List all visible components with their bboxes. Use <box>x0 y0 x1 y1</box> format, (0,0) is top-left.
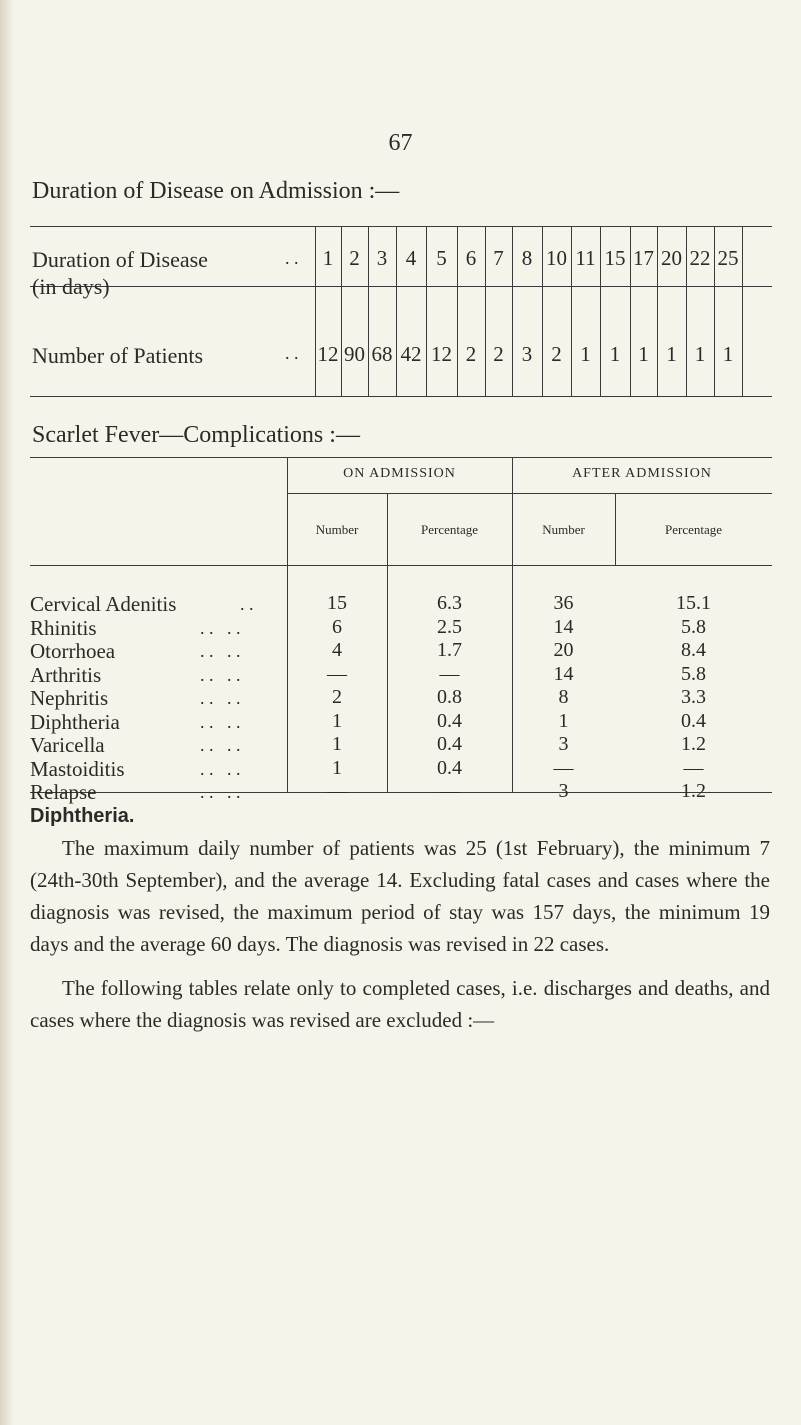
complication-on-num-cell: — <box>327 780 347 802</box>
on-admission-header: ON ADMISSION <box>343 466 456 481</box>
complication-on-num-cell: 6 <box>332 615 342 638</box>
patient-count-cell: 12 <box>317 342 339 366</box>
complication-on-pct-cell: 0.4 <box>437 709 462 732</box>
duration-label-line1: Duration of Disease <box>32 247 208 272</box>
duration-day-cell: 1 <box>322 246 334 270</box>
complication-on-pct-cell: 1.7 <box>437 639 462 661</box>
after-admission-header: AFTER ADMISSION <box>572 466 712 481</box>
page-number: 67 <box>388 130 413 156</box>
duration-day-cell: 22 <box>689 246 711 270</box>
complication-on-num-cell: 1 <box>332 756 342 779</box>
complication-on-pct-cell: — <box>439 780 460 802</box>
duration-day-cell: 4 <box>405 246 417 270</box>
complication-on-pct-cell: — <box>439 662 460 685</box>
patients-row-label: Number of Patients <box>32 343 204 368</box>
row-dots: . . . . <box>200 711 241 732</box>
complication-after-pct-cell: 0.4 <box>681 709 706 732</box>
duration-day-cell: 17 <box>633 246 654 270</box>
complication-after-pct-cell: — <box>683 756 704 779</box>
table-rule <box>30 457 772 458</box>
patient-count-cell: 2 <box>465 342 477 366</box>
patient-count-cell: 1 <box>580 342 591 366</box>
complication-label: Cervical Adenitis <box>30 592 177 616</box>
row-dots: . . . . <box>200 641 241 661</box>
row-dots: . . <box>285 343 299 363</box>
table-divider <box>742 226 743 396</box>
complication-on-pct-cell: 0.4 <box>437 733 462 755</box>
patient-count-cell: 90 <box>344 342 365 366</box>
row-dots: . . <box>240 594 254 614</box>
complication-after-pct-cell: 8.4 <box>681 639 706 661</box>
patient-count-cell: 1 <box>666 342 677 366</box>
duration-label-line2: (in days) <box>32 274 110 299</box>
table-rule <box>30 396 772 397</box>
patient-count-cell: 1 <box>609 342 621 366</box>
complication-label: Nephritis <box>30 686 109 710</box>
complication-on-num-cell: 1 <box>332 709 342 732</box>
table-rule <box>287 493 772 494</box>
complication-on-num-cell: 4 <box>332 639 342 661</box>
complication-after-num-cell: 14 <box>553 662 574 685</box>
complication-on-num-cell: — <box>327 662 347 685</box>
diphtheria-paragraph-1: The maximum daily number of patients was 25 (1st February), the minimum 7 (24th-30th September), and the average 14. Excluding fatal cases and cases where the diagnosis was revised, the maximum period of stay was 157 days, the minimum 19 days and the average 60 days. The diagnosis was revised in 22 cases. <box>30 836 770 956</box>
row-dots: . . . . <box>200 735 241 755</box>
patient-count-cell: 1 <box>638 342 649 366</box>
complication-after-pct-cell: 5.8 <box>681 662 706 685</box>
complication-after-num-cell: — <box>553 756 574 779</box>
duration-row-label <box>32 246 208 300</box>
complication-after-pct-cell: 1.2 <box>681 780 706 802</box>
complication-after-pct-cell: 3.3 <box>681 686 706 708</box>
complication-after-num-cell: 1 <box>558 709 569 732</box>
patient-count-cell: 68 <box>371 342 393 366</box>
duration-day-cell: 2 <box>349 246 360 270</box>
patient-count-cell: 3 <box>521 342 533 366</box>
complication-label: Varicella <box>30 733 105 757</box>
col-percentage-after: Percentage <box>664 522 723 537</box>
complication-label: Relapse <box>30 780 97 804</box>
patient-count-cell: 1 <box>694 342 706 366</box>
duration-day-cell: 15 <box>604 246 626 270</box>
complication-on-pct-cell: 0.4 <box>437 756 462 779</box>
page-edge-shadow <box>0 0 14 1425</box>
col-number-on: Number <box>315 522 359 537</box>
duration-day-cell: 3 <box>376 246 388 270</box>
row-dots: . . . . <box>200 688 241 708</box>
complication-on-pct-cell: 2.5 <box>437 615 462 638</box>
complication-on-num-cell: 15 <box>327 592 347 614</box>
row-dots: . . . . <box>200 782 241 802</box>
diphtheria-section <box>30 800 770 1036</box>
duration-day-cell: 8 <box>521 246 533 270</box>
duration-day-cell: 6 <box>465 246 477 270</box>
table-rule <box>30 565 772 566</box>
patient-count-cell: 1 <box>722 342 734 366</box>
complication-on-pct-cell: 6.3 <box>437 592 462 614</box>
table-rule <box>30 226 772 227</box>
complication-on-num-cell: 1 <box>332 733 342 755</box>
patient-count-cell: 2 <box>493 342 504 366</box>
diphtheria-heading: Diphtheria. <box>30 805 135 827</box>
complication-label: Arthritis <box>30 662 102 687</box>
patient-count-cell: 2 <box>551 342 562 366</box>
complication-after-pct-cell: 1.2 <box>681 733 706 755</box>
duration-day-cell: 20 <box>661 246 682 270</box>
complication-label: Otorrhoea <box>30 639 116 663</box>
patient-count-cell: 42 <box>400 342 422 366</box>
row-dots: . . . . <box>200 617 241 638</box>
complication-on-num-cell: 2 <box>332 686 342 708</box>
complication-on-pct-cell: 0.8 <box>437 686 462 708</box>
complication-after-num-cell: 3 <box>558 780 569 802</box>
complication-label: Diphtheria <box>30 709 120 734</box>
row-dots: . . . . <box>200 758 241 779</box>
complication-label: Mastoiditis <box>30 756 125 781</box>
duration-day-cell: 11 <box>575 246 596 270</box>
col-percentage-on: Percentage <box>420 522 479 537</box>
col-number-after: Number <box>542 522 585 537</box>
complication-label: Rhinitis <box>30 615 97 640</box>
diphtheria-paragraph-2: The following tables relate only to completed cases, i.e. discharges and deaths, and cases where the diagnosis was revised are excluded :— <box>30 976 770 1032</box>
complication-after-num-cell: 3 <box>558 733 569 755</box>
row-dots: . . . . <box>200 664 241 685</box>
complication-after-num-cell: 36 <box>553 592 574 614</box>
complication-after-pct-cell: 5.8 <box>681 615 706 638</box>
duration-section-title: Duration of Disease on Admission :— <box>32 178 400 204</box>
complication-after-num-cell: 8 <box>558 686 569 708</box>
duration-day-cell: 25 <box>717 246 739 270</box>
duration-day-cell: 10 <box>546 246 567 270</box>
duration-day-cell: 5 <box>436 246 447 270</box>
duration-day-cell: 7 <box>493 246 504 270</box>
scarlet-section-title: Scarlet Fever—Complications :— <box>32 422 360 448</box>
row-dots: . . <box>285 248 299 268</box>
complication-after-num-cell: 20 <box>553 639 574 661</box>
patient-count-cell: 12 <box>431 342 452 366</box>
complication-after-pct-cell: 15.1 <box>676 592 711 614</box>
complication-after-num-cell: 14 <box>553 615 574 638</box>
